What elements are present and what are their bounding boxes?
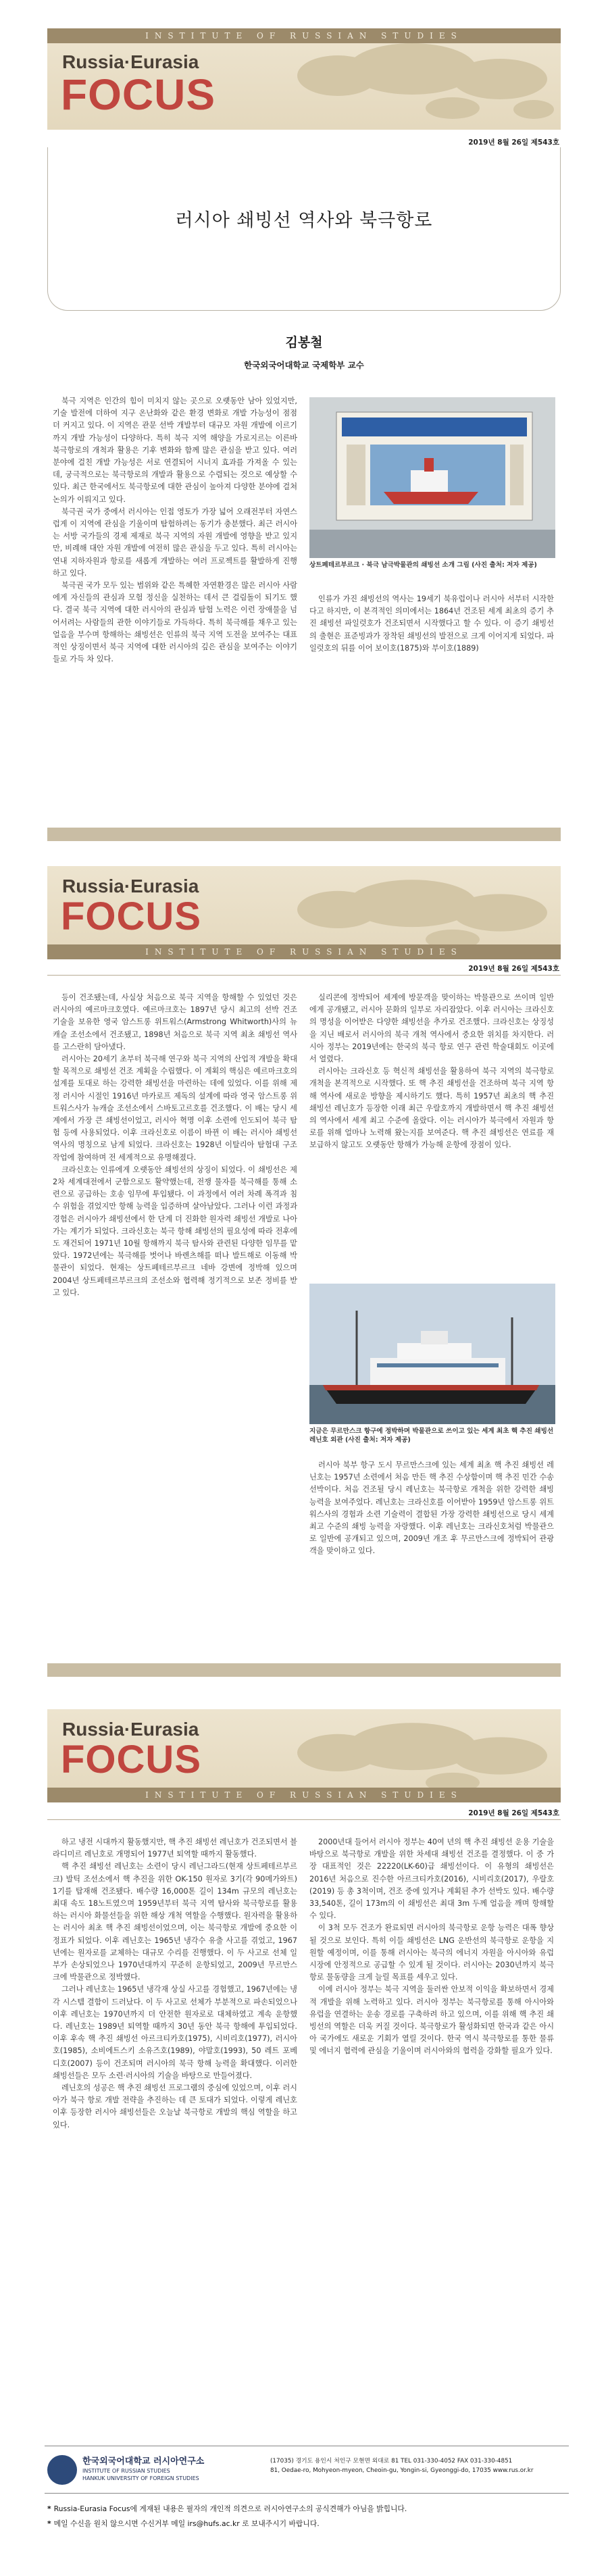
paragraph: 크라신호는 인류에게 오랫동안 쇄빙선의 상징이 되었다. 이 쇄빙선은 제2차 세계대전에서 군함으로도 활약했는데, 전쟁 물자를 북극해를 통해 소련으로 공급하는 호송 임무에 투입됐다. 이 과정에서 여러 차례 폭격과 침수 위험을 겪었지만 항해 능력을 입증하며 살아남았다. 그러나 이런 과정과 경험은 러시아가 쇄빙선에서 한 단계 더 진화한 원자력 쇄빙선 개발로 나아가는 계기가 되었다. 크라신호는 북극 항해 쇄빙선의 필요성에 따라 전후에도 재건되어 1971년 10월 항해까지 북극 탐사와 관련된 다양한 임무를 맡았다. 1972년에는 북극해를 벗어나 바렌츠해를 떠나 발트해로 이동해 박물관이 되었다. 현재는 상트페테르부르크 네바 강변에 정박해 있으며 2004년 상트페테르부르크의 조선소와 협력해 정기적으로 보존 정비를 받고 있다. xyxy=(53,1165,297,1297)
footer-institute-en-line1: INSTITUTE OF RUSSIAN STUDIES xyxy=(82,2468,170,2474)
paragraph: 실리콘에 정박되어 세계에 방문객을 맞이하는 박물관으로 쓰이며 일반에게 공개됐고, 러시아 문화의 일부로 자리잡았다. 이후 러시아는 크라신호의 명성을 이어받은 다양한 쇄빙선을 추가로 건조했다. 크라신호는 상징성을 지닌 배로서 러시아의 북극 개척 역사에서 중요한 위치를 차지한다. 러시아 정부는 2019년에는 한국의 북극 항로 연구 관련 학술대회도 이곳에서 열렸다. xyxy=(309,993,554,1064)
note-bullet: * xyxy=(47,2504,51,2513)
rule-line xyxy=(47,975,561,976)
page-divider xyxy=(47,828,561,841)
footer-institute-en-line2: HANKUK UNIVERSITY OF FOREIGN STUDIES xyxy=(82,2475,199,2481)
world-map-graphic xyxy=(277,28,561,130)
photo-caption: 지금은 무르만스크 항구에 정박하며 박물관으로 쓰이고 있는 세계 최초 핵 추진 쇄빙선 레닌호 외관 (사진 출처: 저자 제공) xyxy=(309,1428,554,1444)
university-seal-icon xyxy=(47,2455,77,2485)
page2-left-column xyxy=(53,992,297,1299)
footer-address-ko: (17035) 경기도 용인시 처인구 모현면 외대로 81 TEL 031-330-4052 FAX 031-330-4851 xyxy=(270,2458,513,2465)
paragraph: 러시아 북부 항구 도시 무르만스크에 있는 세계 최초 핵 추진 쇄빙선 레닌호는 1957년 소련에서 처음 만든 핵 추진 수상함이며 핵 추진 민간 수송 선박이다. 처음 건조될 당시 레닌호는 북극항로 개척을 위한 강력한 쇄빙 능력을 보여주었다. 레닌호는 크라신호를 이어받아 1959년 암스트롱 위트워스사의 경험과 소련 기술력이 결합된 가장 강력한 쇄빙선으로 당시 세계 최고 수준의 쇄빙 능력을 자랑했다. 이후 레닌호는 크라신호처럼 박물관으로 일반에 공개되고 있으며, 2009년 개조 후 무르만스크에 정박되어 관광객을 맞이하고 있다. xyxy=(309,1461,554,1556)
disclaimer-text: Russia-Eurasia Focus에 게재된 내용은 필자의 개인적 의견으로 러시아연구소의 공식견해가 아님을 밝힙니다. xyxy=(53,2504,407,2513)
disclaimer-note xyxy=(47,2504,407,2514)
page2-right-column-continued xyxy=(309,1459,554,1558)
article-title: 러시아 쇄빙선 역사와 북극항로 xyxy=(175,210,433,231)
paragraph: 러시아는 크라신호 등 혁신적 쇄빙선을 활용하여 북극 지역의 북극항로 개척을 본격적으로 시작했다. 또 핵 추진 쇄빙선을 건조하며 북극 지역 항해 역사에 새로운 방향을 제시하기도 했다. 특히 1957년 최초의 핵 추진 쇄빙선 레닌호가 등장한 이래 최근 우랄호까지 개발하면서 핵 추진 쇄빙선의 역사에서 세계 최고 수준에 올랐다. 이는 러시아가 북극에서 자원과 항로를 위해 얼마나 노력해 왔는지를 보여준다. 핵 추진 쇄빙선은 연료를 재보급하지 않고도 오랫동안 항해가 가능해 운항에 장점이 있다. xyxy=(309,1067,554,1150)
note-bullet: * xyxy=(47,2519,51,2528)
footer-institute-english xyxy=(82,2467,199,2482)
paragraph: 인류가 가진 쇄빙선의 역사는 19세기 북유럽이나 러시아 서부터 시작한다고 하지만, 이 본격적인 의미에서는 1864년 건조된 세계 최초의 증기 추진 쇄빙선 파일럿호가 건조되면서 시작했다고 할 수 있다. 이 증기 쇄빙선의 출현은 표준빙과가 장착된 쇄빙선의 발전으로 크게 이어지게 되었다. 파일럿호의 뒤를 이어 보이호(1875)와 부이호(1889) xyxy=(309,595,554,653)
issue-dateline: 2019년 8월 26일 제543호 xyxy=(468,138,559,147)
page3-left-column xyxy=(53,1836,297,2131)
masthead-title-line2: FOCUS xyxy=(61,70,216,119)
masthead-banner xyxy=(47,1709,561,1802)
author-block xyxy=(0,332,608,371)
title-card xyxy=(47,147,561,311)
paragraph: 핵 추진 쇄빙선 레닌호는 소련이 당시 레닌그라드(현재 상트페테르부르크) 발틱 조선소에서 핵 추진을 위한 OK-150 원자로 3기(각 90메가와트) 1기를 탑재해 건조됐다. 배수량 16,000톤 길이 134m 규모의 레닌호는 최대 속도 18노트였으며 1959년부터 북극 지역 탐사와 북극항로를 활용하는 러시아 화물선들을 위한 해상 개척 역할을 수행했다. 원자력을 활용하는 러시아 최초 핵 추진 쇄빙선이었으며, 이는 북극항로 개발에 중요한 이정표가 되었다. 이후 레닌호는 1965년 냉각수 유출 사고를 겪었고, 1967년에는 원자로를 교체하는 대규모 수리를 진행했다. 이 두 사고로 선체 일부가 손상되었으나 1970년대까지 꾸준히 운항되었고, 2009년 무르만스크에 박물관으로 정박했다. xyxy=(53,1862,297,1982)
page1-left-column xyxy=(53,395,297,665)
institute-bar: INSTITUTE OF RUSSIAN STUDIES xyxy=(47,1788,561,1802)
paragraph: 그러나 레닌호는 1965년 냉각재 상실 사고를 경험했고, 1967년에는 냉각 시스템 결함이 드러났다. 이 두 사고로 선체가 부분적으로 파손되었으나 이후 레닌호는 1970년까지 더 안전한 원자로로 대체하였고 계속 운항했다. 레닌호는 1989년 퇴역할 때까지 30년 동안 북극 항해에 투입되었다. 이후 후속 핵 추진 쇄빙선 아르크티카호(1975), 시비리호(1977), 러시아호(1985), 소비에트스키 소유즈호(1989), 야말호(1993), 50 레트 포베디호(2007) 등이 건조되며 러시아의 북극 항해 능력을 확대했다. 이러한 쇄빙선들은 모두 소련·러시아의 기술을 바탕으로 만들어졌다. xyxy=(53,1985,297,2080)
author-name: 김봉철 xyxy=(285,335,323,350)
paragraph: 북극 지역은 인간의 힘이 미치지 않는 곳으로 오랫동안 남아 있었지만, 기술 발전에 더하여 지구 온난화와 같은 환경 변화로 개발 가능성이 점점 더 커지고 있다. 이 지역은 관문 선박 개발부터 대규모 자원 개발에 이르기까지 개발 가능성이 다양하다. 특히 북극 지역 해양을 가로지르는 이른바 북극항로의 개척과 활용은 기후 변화와 함께 많은 관심을 받고 있다. 여러 분야에 걸친 개발 가능성은 서로 연결되어 시너지 효과를 가져올 수 있는데, 궁극적으로는 북극항로의 개발과 활용으로 수렴되는 것으로 예상할 수 있다. 최근 한국에서도 북극항로에 대한 관심이 높아져 다양한 분야에 걸쳐 논의가 이뤄지고 있다. xyxy=(53,397,297,504)
masthead-title-line1: Russia·Eurasia xyxy=(62,876,199,896)
paragraph: 이 3척 모두 건조가 완료되면 러시아의 북극항로 운항 능력은 대폭 향상될 것으로 보인다. 특히 이들 쇄빙선은 LNG 운반선의 북극항로 운항을 지원할 예정이며, 이를 통해 러시아는 북극의 에너지 자원을 아시아와 유럽 시장에 안정적으로 공급할 수 있게 될 것이다. 러시아는 2030년까지 북극항로 물동량을 크게 늘릴 목표를 세우고 있다. xyxy=(309,1923,554,1982)
paragraph: 북극권 국가 모두 있는 범위와 같은 특혜한 자연환경은 많은 러시아 사람에게 자신들의 관심과 모험 정신을 실천하는 데서 큰 걸림돌이 되기도 했다. 결국 북극 지역에 대한 러시아의 관심과 탐험 노력은 이런 장애물을 넘어서려는 사람들의 관한 이야기들로 가득하다. 특히 북극해를 채우고 있는 얼음을 부수며 항해하는 쇄빙선은 인류의 북극 지역 도전을 보여주는 대표적인 상징이면서 북극 지역에 대한 러시아의 깊은 관심을 보여주는 이야기들로 가득 차 있다. xyxy=(53,581,297,664)
paragraph: 하고 냉전 시대까지 활동했지만, 핵 추진 쇄빙선 레닌호가 건조되면서 블라디미르 레닌호로 개명되어 1977년 퇴역할 때까지 활동했다. xyxy=(53,1838,297,1859)
unsubscribe-text: 메일 수신을 원치 않으시면 수신거부 메일 irs@hufs.ac.kr 로 보내주시기 바랍니다. xyxy=(53,2519,320,2528)
paragraph: 레닌호의 성공은 핵 추진 쇄빙선 프로그램의 중심에 있었으며, 이후 러시아가 북극 항로 개발 전략을 추진하는 데 큰 토대가 되었다. 이렇게 레닌호 이후 등장한 러시아 쇄빙선들은 오늘날 북극항로 개발의 핵심 역할을 하고 있다. xyxy=(53,2083,297,2129)
paragraph: 등이 건조됐는데, 사실상 처음으로 북극 지역을 항해할 수 있었던 것은 러시아의 예르마크호였다. 예르마크호는 1897년 당시 최고의 선박 건조 기술을 보유한 영국 암스트롱 위트워스(Armstrong Whitworth)사의 뉴캐슬 조선소에서 건조됐고, 1898년 처음으로 북극 지역 최초 쇄빙선 역사를 고스란히 담아냈다. xyxy=(53,993,297,1051)
page1-right-column xyxy=(309,593,554,655)
footer-institute-name: 한국외국어대학교 러시아연구소 xyxy=(82,2456,205,2467)
masthead-banner xyxy=(47,28,561,130)
institute-bar: INSTITUTE OF RUSSIAN STUDIES xyxy=(47,944,561,959)
photo-caption: 상트페테르부르크 · 북극 남극박물관의 쇄빙선 소개 그림 (사진 출처: 저자 제공) xyxy=(309,561,537,569)
issue-dateline: 2019년 8월 26일 제543호 xyxy=(468,965,559,973)
masthead-title-line1: Russia·Eurasia xyxy=(62,51,199,72)
footer-rule xyxy=(45,2493,569,2494)
icebreaker-photo-graphic xyxy=(309,1284,555,1424)
unsubscribe-note xyxy=(47,2519,320,2529)
masthead-title-line2: FOCUS xyxy=(61,1738,201,1782)
paragraph: 북극권 국가 중에서 러시아는 인접 영토가 가장 넓어 오래전부터 자연스럽게 이 지역에 관심을 기울이며 탐험하려는 동기가 충분했다. 최근 러시아는 서방 국가들의 경제 제재로 북극 지역의 자원 개발에 영향을 받고 있지만, 비례해 대안 자원 개발에 여전히 많은 관심을 두고 있다. 특히 러시아는 연내 지하자원과 항로를 새롭게 개발하는 여러 프로젝트를 활발하게 진행하고 있다. xyxy=(53,507,297,578)
paragraph: 2000년대 들어서 러시아 정부는 40여 년의 핵 추진 쇄빙선 운용 기술을 바탕으로 북극항로 개발을 위한 차세대 쇄빙선 건조를 결정했다. 이 중 가장 대표적인 것은 22220(LK-60)급 쇄빙선이다. 이 유형의 쇄빙선은 2016년 처음으로 진수한 아르크티카호(2016), 시비리호(2017), 우랄호(2019) 등 총 3척이며, 건조 중에 있거나 계획된 추가 선박도 있다. 배수량 33,540톤, 길이 173m의 이 쇄빙선은 최대 3m 두께 얼음을 깨며 항해할 수 있다. xyxy=(309,1838,554,1921)
page-divider xyxy=(47,1663,561,1677)
paragraph: 이에 러시아 정부는 북극 지역을 둘러싼 안보적 이익을 확보하면서 경제적 개발을 위해 노력하고 있다. 러시아 정부는 북극항로를 통해 아시아와 유럽을 연결하는 운송 경로를 구축하려 하고 있으며, 이를 위해 핵 추진 쇄빙선의 역할은 더욱 커질 것이다. 북극항로가 활성화되면 한국과 같은 아시아 국가에도 새로운 기회가 열릴 것이다. 한국 역시 북극항로를 통한 물류 및 에너지 협력에 관심을 기울이며 러시아와의 협력을 강화할 필요가 있다. xyxy=(309,1985,554,2056)
museum-photo-graphic xyxy=(309,397,555,558)
footer-address-en: 81, Oedae-ro, Mohyeon-myeon, Cheoin-gu, Yongin-si, Gyeonggi-do, 17035 www.rus.or.kr xyxy=(270,2467,534,2474)
icebreaker-photo xyxy=(309,1284,555,1424)
masthead-title-line1: Russia·Eurasia xyxy=(62,1719,199,1740)
page2-right-column xyxy=(309,992,554,1152)
masthead-banner xyxy=(47,866,561,959)
masthead-title-line2: FOCUS xyxy=(61,894,201,938)
page3-right-column xyxy=(309,1836,554,2058)
paragraph: 러시아는 20세기 초부터 북극해 연구와 북극 지역의 산업적 개발을 확대할 목적으로 쇄빙선 건조 계획을 수립했다. 이 계획의 핵심은 예르마크호의 설계를 토대로 하는 강력한 쇄빙선을 마련하는 데에 있었다. 이를 위해 제정 러시아 시절인 1916년 마카로프 제독의 설계에 따라 영국 암스트롱 위트워스사가 뉴캐슬 조선소에서 스바토고르호를 건조했다. 이 배는 당시 세계에서 가장 큰 쇄빙선이었고, 러시아 혁명 이후 소련에 인도되어 북극 탐험 등에 사용되었다. 이후 크라신호로 이름이 바뀐 이 배는 러시아 쇄빙선 역사의 명칭으로 남게 되었다. 크라신호는 1928년 이탈리아 탐험대 구조 작업에 참여하며 전 세계적으로 유명해졌다. xyxy=(53,1055,297,1162)
footer-address xyxy=(270,2456,567,2475)
author-affiliation: 한국외국어대학교 국제학부 교수 xyxy=(244,360,364,370)
issue-dateline: 2019년 8월 26일 제543호 xyxy=(468,1809,559,1817)
museum-photo xyxy=(309,397,555,558)
rule-line xyxy=(47,1819,561,1820)
institute-bar: INSTITUTE OF RUSSIAN STUDIES xyxy=(47,28,561,43)
